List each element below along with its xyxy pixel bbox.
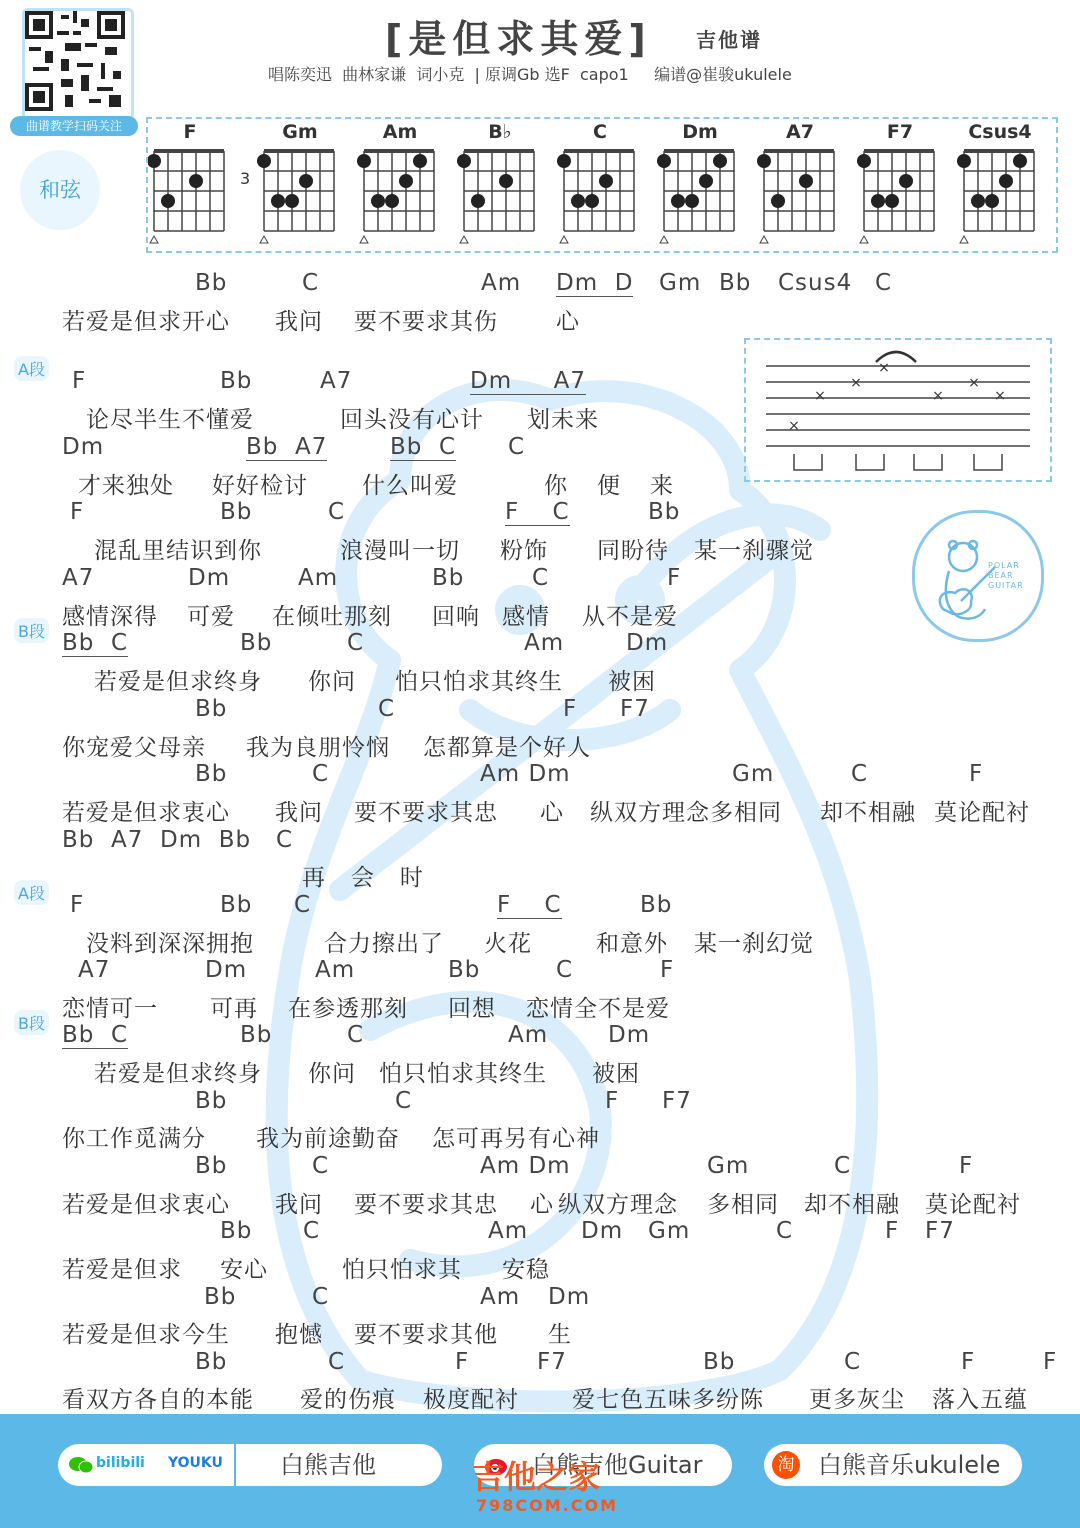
chord-symbol: F [72, 368, 87, 394]
lyric-phrase: 来 [650, 473, 674, 499]
youku-icon: YOUKU [168, 1455, 223, 1471]
chord-line [0, 884, 1080, 924]
lyric-phrase: 要不要求其他 [354, 1322, 498, 1348]
chord-diagram-name: F7 [886, 121, 914, 143]
chord-symbol: C [302, 270, 320, 296]
qr-caption: 曲谱教学扫码关注 [10, 116, 138, 136]
lyric-phrase: 我问 [275, 800, 323, 826]
lyric-phrase: 怕只怕求其 [342, 1257, 462, 1283]
chord-symbol: Am [298, 565, 339, 591]
chord-symbol: C [508, 434, 526, 460]
chord-symbol: C [328, 499, 346, 525]
chord-symbol: Am [481, 270, 522, 296]
chord-symbol: Bb [240, 1022, 273, 1048]
lyric-phrase: 若爱是但求 [62, 1257, 182, 1283]
lyric-phrase: 若爱是但求终身 [94, 669, 262, 695]
chord-symbol: F [70, 499, 85, 525]
lyric-phrase: 你问 [308, 1061, 356, 1087]
lyric-phrase: 安稳 [502, 1257, 550, 1283]
section-label: B段 [14, 1010, 49, 1035]
lyric-phrase: 论尽半生不懂爱 [86, 407, 254, 433]
wechat-icon [68, 1455, 94, 1479]
chord-line [0, 622, 1080, 662]
lyric-phrase: 火花 [484, 931, 532, 957]
lyric-phrase: 爱的伤痕 [300, 1387, 396, 1413]
svg-text:×: × [878, 360, 890, 376]
chord-symbol: C [556, 957, 574, 983]
chord-symbol: Dm [188, 565, 231, 591]
chord-symbol: Bb [240, 630, 273, 656]
lyric-phrase: 若爱是但求衷心 [62, 800, 230, 826]
lyric-phrase: 浪漫叫一切 [340, 538, 460, 564]
lyric-phrase: 便 [597, 473, 621, 499]
lyric-phrase: 混乱里结识到你 [94, 538, 262, 564]
chord-symbol: Bb [195, 696, 228, 722]
lyric-phrase: 某一刹幻觉 [694, 931, 814, 957]
lyric-line [0, 467, 1080, 499]
social-pill-1[interactable] [58, 1444, 442, 1486]
lyric-line [0, 1251, 1080, 1283]
lyric-phrase: 若爱是但求终身 [94, 1061, 262, 1087]
svg-text:×: × [994, 388, 1006, 404]
social-pill-3[interactable] [764, 1444, 1022, 1486]
chord-diagram-name: F [183, 121, 197, 143]
chord-symbol: C [347, 630, 365, 656]
lyric-phrase: 心 [530, 1192, 554, 1218]
chord-symbol: F [959, 1153, 974, 1179]
chord-symbol: F [660, 957, 675, 983]
gm-fret-marker: 3 [240, 169, 251, 188]
chord-symbol: Dm [581, 1218, 624, 1244]
section-label: A段 [14, 880, 49, 905]
lyric-phrase: 某一刹骤觉 [694, 538, 814, 564]
song-subtitle: 吉他谱 [696, 28, 762, 52]
chord-symbol: F C [505, 499, 570, 525]
chord-symbol: C [532, 565, 550, 591]
song-title: [是但求其爱] [385, 17, 652, 61]
lyric-phrase: 恋情全不是爱 [526, 996, 670, 1022]
chord-symbol: A7 [62, 565, 95, 591]
chord-symbol: Bb [640, 892, 673, 918]
chord-symbol: Bb [204, 1284, 237, 1310]
chord-grid [657, 151, 734, 243]
chord-grid [457, 151, 534, 243]
lyric-line [0, 1055, 1080, 1087]
lyric-line [0, 1120, 1080, 1152]
svg-text:×: × [968, 375, 980, 391]
chord-symbol: Bb [220, 1218, 253, 1244]
lyric-phrase: 我问 [275, 1192, 323, 1218]
qr-code [22, 8, 134, 120]
chord-line [0, 360, 1080, 400]
chord-line [0, 1153, 1080, 1185]
chord-symbol: C [303, 1218, 321, 1244]
chord-symbol: F7 [620, 696, 650, 722]
lyric-phrase: 要不要求其忠 [354, 800, 498, 826]
chord-symbol: F [605, 1088, 620, 1114]
chord-line [0, 1014, 1080, 1054]
chord-symbol: F [969, 761, 984, 787]
chord-symbol: F [667, 565, 682, 591]
lyric-phrase: 莫论配衬 [925, 1192, 1021, 1218]
lyric-line [0, 990, 1080, 1022]
chord-symbol: F [961, 1349, 976, 1375]
svg-text:×: × [932, 388, 944, 404]
chord-grid [857, 151, 934, 243]
chord-grid [557, 151, 634, 243]
chord-symbol: F [1043, 1349, 1058, 1375]
chord-symbol: F7 [662, 1088, 692, 1114]
chord-line [0, 761, 1080, 793]
logo-text-line: GUITAR [988, 581, 1024, 590]
chord-line [0, 957, 1080, 989]
chord-symbol: F C [497, 892, 562, 918]
chord-symbol: Bb [648, 499, 681, 525]
lyric-phrase: 更多灰尘 [809, 1387, 905, 1413]
lyric-phrase: 好好检讨 [212, 473, 308, 499]
lyric-phrase: 极度配衬 [423, 1387, 519, 1413]
chord-symbol: Dm [548, 1284, 591, 1310]
chord-line [0, 827, 1080, 859]
lyric-line [0, 1316, 1080, 1348]
chord-symbol: Dm D [556, 270, 634, 296]
lyric-phrase: 在倾吐那刻 [272, 604, 392, 630]
lyric-phrase: 要不要求其伤 [354, 309, 498, 335]
chord-symbol: Bb [195, 1153, 228, 1179]
chord-grid [357, 151, 434, 243]
chord-symbol: C [395, 1088, 413, 1114]
chord-symbol: F [885, 1218, 900, 1244]
lyric-phrase: 从不是爱 [582, 604, 678, 630]
chord-line [0, 1218, 1080, 1250]
chord-symbol: Bb [448, 957, 481, 983]
lyric-phrase: 抱憾 [275, 1322, 323, 1348]
lyric-phrase: 看双方各自的本能 [62, 1387, 254, 1413]
chord-symbol: C [875, 270, 893, 296]
chord-diagram-name: A7 [786, 121, 814, 143]
lyric-phrase: 在参透那刻 [288, 996, 408, 1022]
chord-symbol: Dm [608, 1022, 651, 1048]
lyric-phrase: 被困 [608, 669, 656, 695]
lyric-phrase: 感情深得 [62, 604, 158, 630]
lyric-phrase: 回响 [432, 604, 480, 630]
chord-symbol: Bb [703, 1349, 736, 1375]
lyric-phrase: 莫论配衬 [934, 800, 1030, 826]
lyric-phrase: 若爱是但求今生 [62, 1322, 230, 1348]
lyric-line [0, 859, 1080, 891]
chord-diagram-name: Am [382, 121, 418, 143]
section-label: B段 [14, 618, 49, 643]
chord-diagram-name: Gm [282, 121, 318, 143]
chord-line [0, 565, 1080, 597]
chord-symbol: Gm [732, 761, 775, 787]
chord-symbol: Gm [648, 1218, 691, 1244]
lyric-line [0, 729, 1080, 761]
chord-symbol: Csus4 [778, 270, 853, 296]
chord-symbol: F [563, 696, 578, 722]
chord-symbol: Am [524, 630, 565, 656]
chord-symbol: C [347, 1022, 365, 1048]
lyric-phrase: 你问 [308, 669, 356, 695]
lyric-phrase: 若爱是但求衷心 [62, 1192, 230, 1218]
chord-symbol: C [294, 892, 312, 918]
lyric-phrase: 和意外 [596, 931, 668, 957]
chord-line [0, 1284, 1080, 1316]
chord-symbol: Bb [195, 270, 228, 296]
svg-text:×: × [814, 388, 826, 404]
chord-symbol: Am [315, 957, 356, 983]
chord-symbol: Bb [220, 368, 253, 394]
chord-symbol: Am Dm [480, 1153, 571, 1179]
lyric-phrase: 什么叫爱 [362, 473, 458, 499]
lyric-phrase: 你宠爱父母亲 [62, 735, 206, 761]
lyric-phrase: 恋情可一 [62, 996, 158, 1022]
chord-symbol: Dm [62, 434, 105, 460]
lyric-phrase: 却不相融 [804, 1192, 900, 1218]
chord-line [0, 270, 1080, 302]
chord-symbol: Bb [220, 499, 253, 525]
chord-symbol: Bb [195, 761, 228, 787]
lyric-phrase: 我问 [275, 309, 323, 335]
lyric-phrase: 你 [544, 473, 568, 499]
lyric-phrase: 划未来 [527, 407, 599, 433]
lyric-line [0, 1186, 1080, 1218]
chord-symbol: C [328, 1349, 346, 1375]
chord-diagram-grids [148, 119, 1056, 251]
lyric-phrase: 怎可再另有心神 [432, 1126, 600, 1152]
site-watermark-url: 798COM.COM [476, 1496, 619, 1515]
chord-symbol: Bb [195, 1088, 228, 1114]
chord-symbol: C [844, 1349, 862, 1375]
svg-text:×: × [788, 418, 800, 434]
qr-code-graphic [25, 11, 125, 111]
lyric-phrase: 回头没有心计 [340, 407, 484, 433]
lyric-line [0, 532, 1080, 564]
lyric-phrase: 才来独处 [78, 473, 174, 499]
chord-symbol: Bb C [62, 630, 129, 656]
chord-diagram-name: Dm [682, 121, 718, 143]
chord-line [0, 434, 1080, 466]
lyric-phrase: 若爱是但求开心 [62, 309, 230, 335]
lyric-phrase: 心 [556, 309, 580, 335]
chord-symbol: Dm A7 [470, 368, 587, 394]
chord-symbol: C [312, 761, 330, 787]
site-watermark: 吉他之家 [472, 1458, 601, 1496]
logo-text-line: POLAR [988, 561, 1020, 570]
chord-symbol: Bb A7 Dm Bb C [62, 827, 294, 853]
chord-line [0, 696, 1080, 728]
section-label: A段 [14, 356, 49, 381]
lyric-phrase: 多相同 [707, 1192, 779, 1218]
chord-grid [757, 151, 834, 243]
lyric-phrase: 安心 [220, 1257, 268, 1283]
channel-name-1: 白熊吉他 [280, 1451, 376, 1479]
lyric-phrase: 纵双方理念多相同 [590, 800, 782, 826]
chord-diagram-panel [146, 117, 1058, 253]
chord-grid [957, 151, 1034, 243]
lyric-line [0, 663, 1080, 695]
lyric-phrase: 怕只怕求其终生 [379, 1061, 547, 1087]
chord-symbol: F [455, 1349, 470, 1375]
chord-symbol: Bb C [62, 1022, 129, 1048]
lyric-phrase: 我为前途勤奋 [256, 1126, 400, 1152]
lyric-phrase: 感情 [502, 604, 550, 630]
chord-symbol: C [378, 696, 396, 722]
lyric-phrase: 落入五蕴 [932, 1387, 1028, 1413]
lyric-phrase: 你工作觅满分 [62, 1126, 206, 1152]
lyric-phrase: 爱七色五味多纷陈 [572, 1387, 764, 1413]
chord-symbol: Bb [195, 1349, 228, 1375]
lyric-phrase: 心 [540, 800, 564, 826]
chord-symbol: F7 [925, 1218, 955, 1244]
chord-diagram-name: B♭ [488, 121, 512, 143]
channel-name-2: 白熊吉他Guitar [532, 1451, 703, 1479]
lyric-phrase: 再 会 时 [302, 865, 424, 891]
svg-text:×: × [850, 375, 862, 391]
chord-symbol: C [312, 1153, 330, 1179]
chord-symbol: F [70, 892, 85, 918]
lyric-phrase: 同盼待 [597, 538, 669, 564]
channel-name-3: 白熊音乐ukulele [818, 1451, 1001, 1479]
lyric-phrase: 粉饰 [500, 538, 548, 564]
song-credits: 唱陈奕迅 曲林家谦 词小克 | 原调Gb 选F capo1 编谱@崔骏ukulele [268, 65, 792, 84]
logo-text-line: BEAR [988, 571, 1014, 580]
chord-symbol: Am [508, 1022, 549, 1048]
chord-symbol: A7 [78, 957, 111, 983]
lyric-line [0, 794, 1080, 826]
chord-diagram-name: C [593, 121, 607, 143]
chord-symbol: C [312, 1284, 330, 1310]
chord-symbol: C [834, 1153, 852, 1179]
chord-symbol: Gm [707, 1153, 750, 1179]
lyric-phrase: 合力擦出了 [324, 931, 444, 957]
lyric-line [0, 401, 1080, 433]
lyric-line [0, 598, 1080, 630]
lyric-phrase: 怕只怕求其终生 [395, 669, 563, 695]
chord-line [0, 1349, 1080, 1381]
chord-symbol: Am [480, 1284, 521, 1310]
taobao-icon: 淘 [772, 1451, 800, 1479]
lyric-line [0, 303, 1080, 335]
chord-symbol: F7 [537, 1349, 567, 1375]
lyric-phrase: 怎都算是个好人 [423, 735, 591, 761]
chord-line [0, 499, 1080, 531]
lyric-line [0, 1381, 1080, 1413]
chord-symbol: Dm [626, 630, 669, 656]
chord-symbol: A7 [320, 368, 353, 394]
chord-symbol: Bb [719, 270, 752, 296]
lyric-line [0, 925, 1080, 957]
chord-symbol: Bb [432, 565, 465, 591]
bilibili-icon: bilibili [96, 1455, 145, 1471]
chord-symbol: Bb [220, 892, 253, 918]
chord-symbol: Am Dm [480, 761, 571, 787]
chord-symbol: Bb A7 [246, 434, 328, 460]
chord-diagram-name: Csus4 [968, 121, 1032, 143]
chord-symbol: Am [488, 1218, 529, 1244]
lyric-phrase: 要不要求其忠 [354, 1192, 498, 1218]
chord-grid [257, 151, 334, 243]
lyric-phrase: 可再 [210, 996, 258, 1022]
chord-grid [148, 151, 224, 243]
chord-symbol: Bb C [390, 434, 457, 460]
chord-section-label: 和弦 [20, 150, 100, 230]
chord-symbol: C [851, 761, 869, 787]
chord-symbol: Dm [205, 957, 248, 983]
chord-symbol: Gm [659, 270, 702, 296]
lyric-phrase: 可爱 [187, 604, 235, 630]
lyric-phrase: 被困 [592, 1061, 640, 1087]
lyric-phrase: 生 [548, 1322, 572, 1348]
chord-line [0, 1088, 1080, 1120]
lyric-phrase: 回想 [448, 996, 496, 1022]
lyric-phrase: 纵双方理念 [558, 1192, 678, 1218]
lyric-phrase: 却不相融 [820, 800, 916, 826]
lyric-phrase: 我为良朋怜悯 [246, 735, 390, 761]
chord-symbol: C [776, 1218, 794, 1244]
lyric-phrase: 没料到深深拥抱 [86, 931, 254, 957]
